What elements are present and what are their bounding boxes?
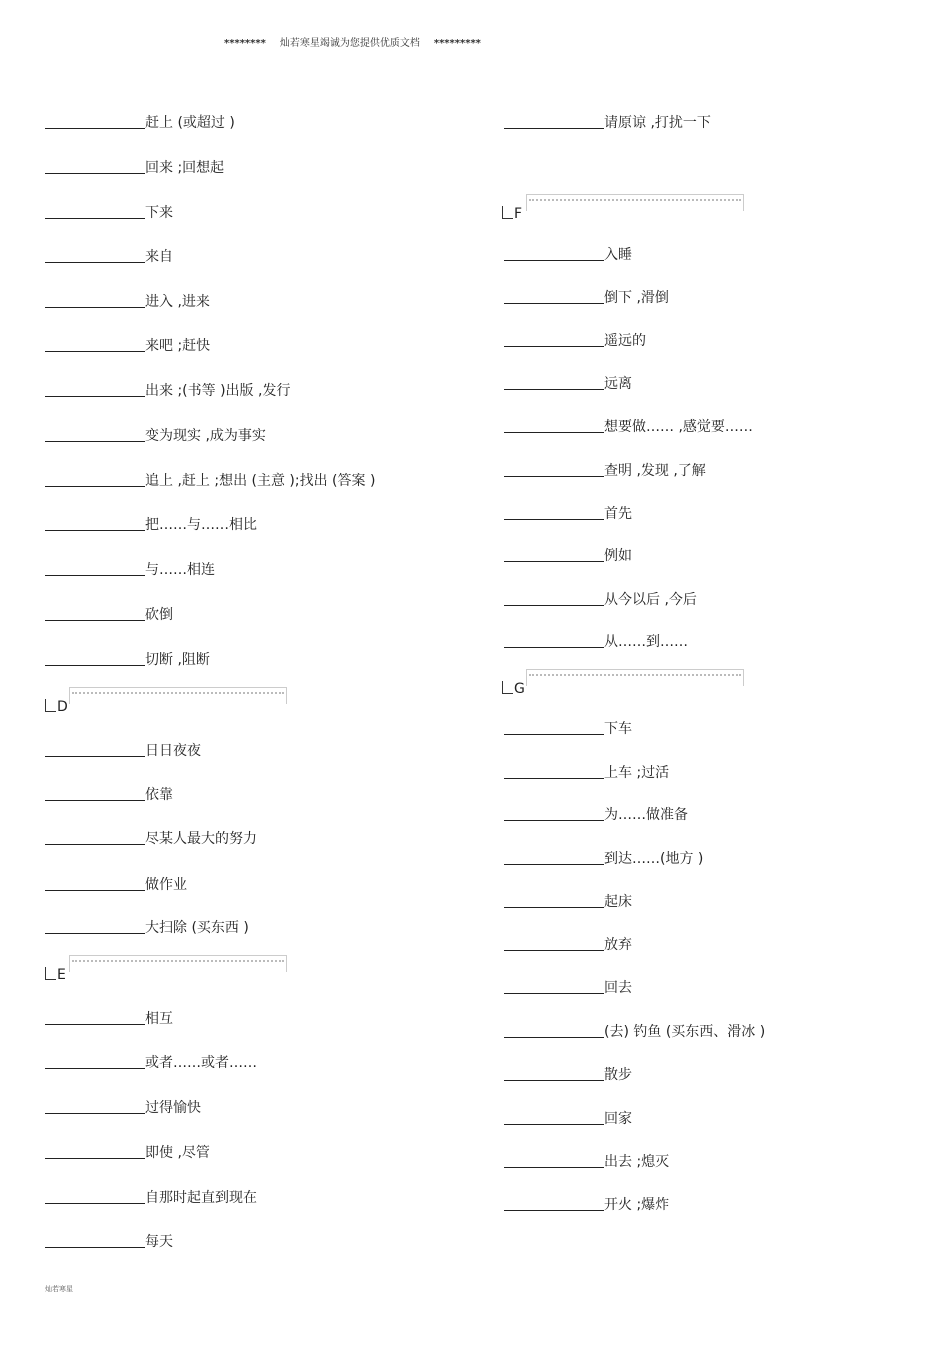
answer-blank (504, 1023, 604, 1038)
vocab-meaning: 依靠 (145, 787, 173, 803)
section-heading-d (45, 695, 295, 715)
section-dotted-box (526, 194, 744, 211)
answer-blank (45, 561, 145, 576)
page-header (224, 34, 481, 49)
answer-blank (45, 248, 145, 263)
vocab-meaning: 或者……或者…… (145, 1055, 257, 1071)
answer-blank (45, 204, 145, 219)
answer-blank (45, 382, 145, 397)
answer-blank (504, 1066, 604, 1081)
vocab-item (504, 934, 632, 956)
vocab-item (45, 1231, 173, 1253)
section-dotted-box (69, 955, 287, 972)
vocab-meaning: 进入 ,进来 (145, 294, 210, 310)
section-letter: G (514, 681, 525, 697)
vocab-meaning: 远离 (604, 376, 632, 392)
answer-blank (45, 516, 145, 531)
vocab-item (45, 425, 266, 447)
vocab-item (45, 1142, 210, 1164)
vocab-item (504, 1108, 632, 1130)
header-stars-right: ********* (433, 38, 481, 49)
vocab-meaning: (去) 钓鱼 (买东西、滑冰 ) (604, 1024, 766, 1040)
vocab-meaning: 从今以后 ,今后 (604, 592, 697, 608)
answer-blank (45, 427, 145, 442)
vocab-item (504, 589, 697, 611)
answer-blank (504, 1110, 604, 1125)
answer-blank (504, 1153, 604, 1168)
vocab-item (45, 649, 210, 671)
section-dotted-box (69, 687, 287, 704)
answer-blank (504, 332, 604, 347)
header-title: 灿若寒星竭诚为您提供优质文档 (279, 38, 420, 49)
answer-blank (45, 1189, 145, 1204)
vocab-meaning: 查明 ,发现 ,了解 (604, 463, 706, 479)
vocab-meaning: 想要做…… ,感觉要…… (604, 419, 753, 435)
vocab-item (45, 157, 224, 179)
answer-blank (45, 1099, 145, 1114)
vocab-meaning: 首先 (604, 506, 632, 522)
vocab-meaning: 大扫除 (买东西 ) (145, 920, 249, 936)
vocab-item (504, 1194, 669, 1216)
vocab-item (45, 514, 257, 536)
vocab-item (45, 1187, 257, 1209)
vocab-meaning: 来自 (145, 249, 173, 265)
vocab-item (504, 1021, 765, 1043)
answer-blank (504, 936, 604, 951)
vocab-meaning: 即使 ,尽管 (145, 1145, 210, 1161)
answer-blank (504, 979, 604, 994)
answer-blank (45, 919, 145, 934)
vocab-item (504, 373, 632, 395)
vocab-item (45, 740, 201, 762)
answer-blank (504, 289, 604, 304)
vocab-meaning: 切断 ,阻断 (145, 652, 210, 668)
vocab-meaning: 出去 ;熄灭 (604, 1154, 670, 1170)
vocab-item (45, 1097, 201, 1119)
vocab-meaning: 自那时起直到现在 (145, 1190, 257, 1206)
answer-blank (45, 786, 145, 801)
vocab-meaning: 倒下 ,滑倒 (604, 290, 669, 306)
vocab-item (504, 1151, 669, 1173)
vocab-item (504, 545, 632, 567)
section-corner-mark (45, 967, 56, 980)
vocab-meaning: 做作业 (145, 877, 187, 893)
vocab-meaning: 每天 (145, 1234, 173, 1250)
vocab-item (504, 330, 646, 352)
vocab-meaning: 下车 (604, 721, 632, 737)
vocab-item (504, 804, 688, 826)
vocab-meaning: 尽某人最大的努力 (145, 831, 257, 847)
vocab-item (45, 828, 257, 850)
vocab-item (45, 246, 173, 268)
section-letter: D (57, 699, 68, 715)
vocab-meaning: 上车 ;过活 (604, 765, 670, 781)
vocab-item (504, 460, 706, 482)
vocab-item (504, 244, 632, 266)
vocab-meaning: 把……与……相比 (145, 517, 257, 533)
vocab-item (45, 335, 210, 357)
vocab-item (45, 874, 187, 896)
vocab-item (45, 917, 249, 939)
answer-blank (45, 1233, 145, 1248)
vocab-item (504, 1064, 632, 1086)
vocab-item (45, 1008, 173, 1030)
vocab-meaning: 下来 (145, 205, 173, 221)
answer-blank (45, 1010, 145, 1025)
vocab-meaning: 入睡 (604, 247, 632, 263)
vocab-meaning: 来吧 ;赶快 (145, 338, 211, 354)
answer-blank (504, 547, 604, 562)
answer-blank (45, 337, 145, 352)
vocab-item (504, 112, 711, 134)
answer-blank (504, 375, 604, 390)
section-dotted-box (526, 669, 744, 686)
answer-blank (45, 830, 145, 845)
vocab-item (45, 202, 173, 224)
vocab-item (504, 416, 753, 438)
header-stars-left: ******** (224, 38, 266, 49)
vocab-meaning: 过得愉快 (145, 1100, 201, 1116)
vocab-meaning: 回家 (604, 1111, 632, 1127)
answer-blank (45, 159, 145, 174)
section-corner-mark (502, 681, 513, 694)
vocab-item (504, 848, 703, 870)
vocab-item (45, 112, 235, 134)
vocab-meaning: 与……相连 (145, 562, 215, 578)
section-heading-g (502, 677, 752, 697)
vocab-item (45, 380, 290, 402)
vocab-meaning: 为……做准备 (604, 807, 688, 823)
vocab-item (45, 559, 215, 581)
answer-blank (504, 720, 604, 735)
answer-blank (45, 742, 145, 757)
vocab-item (45, 291, 210, 313)
answer-blank (45, 606, 145, 621)
section-heading-e (45, 963, 295, 983)
answer-blank (504, 1196, 604, 1211)
section-corner-mark (502, 206, 513, 219)
vocab-meaning: 开火 ;爆炸 (604, 1197, 670, 1213)
answer-blank (504, 893, 604, 908)
vocab-item (504, 287, 669, 309)
vocab-meaning: 例如 (604, 548, 632, 564)
answer-blank (504, 806, 604, 821)
section-letter: E (57, 967, 66, 983)
vocab-meaning: 遥远的 (604, 333, 646, 349)
answer-blank (45, 1144, 145, 1159)
vocab-meaning: 散步 (604, 1067, 632, 1083)
answer-blank (45, 651, 145, 666)
vocab-meaning: 请原谅 ,打扰一下 (604, 115, 711, 131)
vocab-item (45, 470, 375, 492)
vocab-item (504, 891, 632, 913)
page-footer: 灿若寒星 (45, 1285, 73, 1293)
vocab-meaning: 起床 (604, 894, 632, 910)
vocab-meaning: 变为现实 ,成为事实 (145, 428, 266, 444)
vocab-item (504, 503, 632, 525)
section-letter: F (514, 206, 523, 222)
vocab-meaning: 日日夜夜 (145, 743, 201, 759)
vocab-item (504, 762, 669, 784)
vocab-item (504, 977, 632, 999)
answer-blank (504, 418, 604, 433)
vocab-item (45, 604, 173, 626)
vocab-meaning: 赶上 (或超过 ) (145, 115, 235, 131)
answer-blank (504, 505, 604, 520)
vocab-item (45, 1052, 257, 1074)
vocab-item (45, 784, 173, 806)
answer-blank (45, 472, 145, 487)
vocab-meaning: 放弃 (604, 937, 632, 953)
section-heading-f (502, 202, 752, 222)
vocab-meaning: 到达……(地方 ) (604, 851, 704, 867)
vocab-meaning: 砍倒 (145, 607, 173, 623)
answer-blank (504, 591, 604, 606)
answer-blank (504, 246, 604, 261)
answer-blank (45, 114, 145, 129)
vocab-meaning: 回来 ;回想起 (145, 160, 225, 176)
answer-blank (45, 876, 145, 891)
answer-blank (504, 633, 604, 648)
vocab-meaning: 出来 ;(书等 )出版 ,发行 (145, 383, 291, 399)
vocab-meaning: 从……到…… (604, 634, 688, 650)
answer-blank (504, 114, 604, 129)
answer-blank (45, 293, 145, 308)
vocab-item (504, 631, 688, 653)
vocab-item (504, 718, 632, 740)
vocab-meaning: 回去 (604, 980, 632, 996)
section-corner-mark (45, 699, 56, 712)
vocab-meaning: 追上 ,赶上 ;想出 (主意 );找出 (答案 ) (145, 473, 376, 489)
answer-blank (504, 462, 604, 477)
answer-blank (504, 764, 604, 779)
vocab-meaning: 相互 (145, 1011, 173, 1027)
answer-blank (504, 850, 604, 865)
answer-blank (45, 1054, 145, 1069)
